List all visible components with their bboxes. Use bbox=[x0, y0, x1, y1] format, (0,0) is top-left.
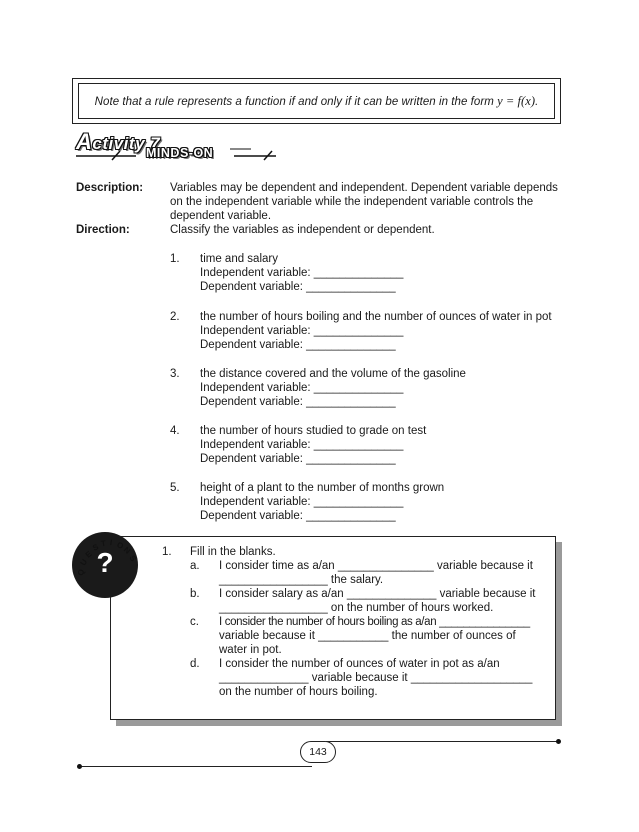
item-text: time and salary bbox=[200, 253, 278, 265]
dependent-blank: Dependent variable: ______________ bbox=[200, 510, 396, 522]
question-number: 1. bbox=[162, 546, 172, 558]
item-text: the number of hours studied to grade on test bbox=[200, 425, 427, 437]
footer-dot-left bbox=[77, 764, 82, 769]
item-number: 2. bbox=[170, 311, 180, 323]
footer-rule-bottom bbox=[80, 766, 312, 767]
independent-blank: Independent variable: ______________ bbox=[200, 439, 404, 451]
question-mark-icon: ? bbox=[96, 547, 114, 578]
description-line-2: on the independent variable while the independent variable controls the bbox=[170, 196, 534, 208]
footer-rule-top bbox=[326, 741, 558, 742]
function-notation: y = f(x) bbox=[497, 93, 536, 108]
independent-blank: Independent variable: ______________ bbox=[200, 325, 404, 337]
item-number: 1. bbox=[170, 253, 180, 265]
page-number: 143 bbox=[300, 741, 336, 763]
item-text: the number of hours boiling and the number of ounces of water in pot bbox=[200, 311, 552, 323]
activity-subtitle: MINDS-ON bbox=[146, 146, 214, 160]
independent-blank: Independent variable: ______________ bbox=[200, 382, 404, 394]
description-label: Description: bbox=[76, 182, 144, 194]
footer-dot-right bbox=[556, 739, 561, 744]
dependent-blank: Dependent variable: ______________ bbox=[200, 281, 396, 293]
dependent-blank: Dependent variable: ______________ bbox=[200, 453, 396, 465]
description-line-3: dependent variable. bbox=[170, 210, 272, 222]
direction-label: Direction: bbox=[76, 224, 130, 236]
direction-text: Classify the variables as independent or dependent. bbox=[170, 224, 435, 236]
question-prompt: Fill in the blanks. bbox=[190, 546, 276, 558]
note-box bbox=[78, 83, 555, 119]
item-number: 4. bbox=[170, 425, 180, 437]
activity-title: Activity 7 bbox=[76, 129, 161, 154]
item-text: height of a plant to the number of months grown bbox=[200, 482, 445, 494]
item-text: the distance covered and the volume of the gasoline bbox=[200, 368, 466, 380]
item-number: 5. bbox=[170, 482, 180, 494]
description-line-1: Variables may be dependent and independent. Dependent variable depends bbox=[170, 182, 558, 194]
item-number: 3. bbox=[170, 368, 180, 380]
dependent-blank: Dependent variable: ______________ bbox=[200, 396, 396, 408]
independent-blank: Independent variable: ______________ bbox=[200, 267, 404, 279]
dependent-blank: Dependent variable: ______________ bbox=[200, 339, 396, 351]
note-text: Note that a rule represents a function if and only if it can be written in the form y = f(x). bbox=[94, 93, 539, 108]
independent-blank: Independent variable: ______________ bbox=[200, 496, 404, 508]
